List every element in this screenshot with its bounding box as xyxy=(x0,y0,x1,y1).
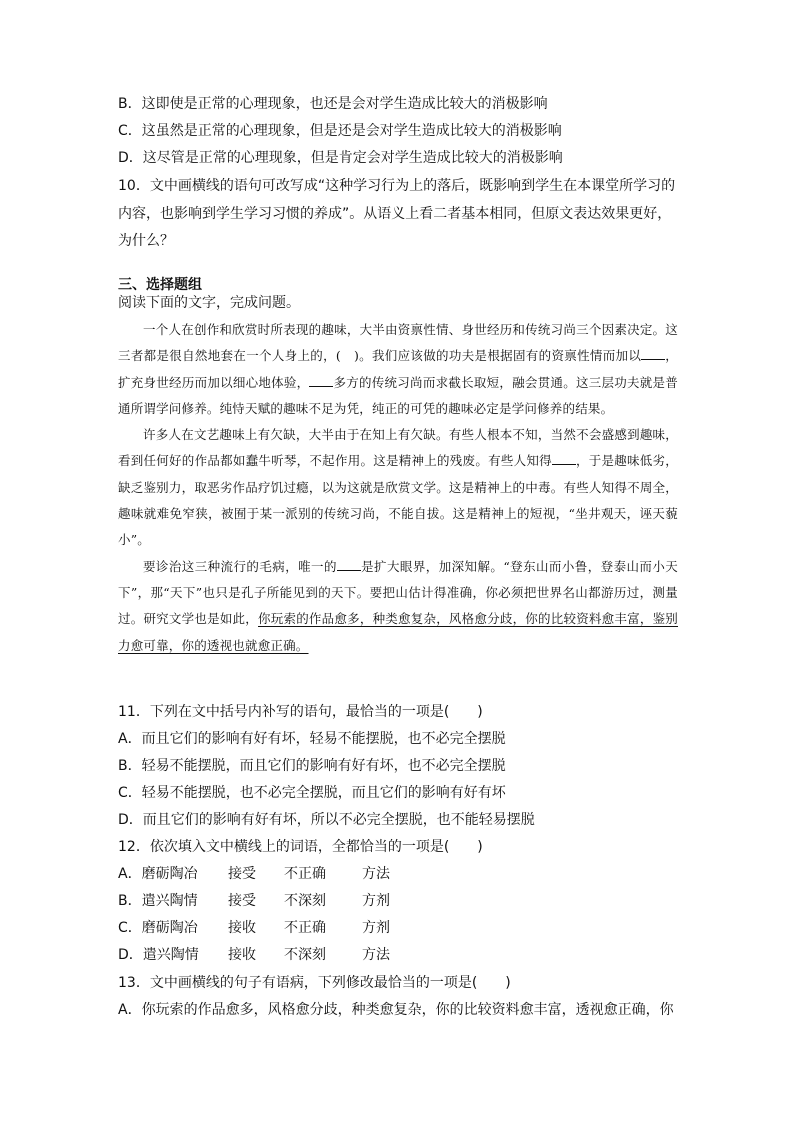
option-word: A．磨砺陶冶 xyxy=(118,866,198,882)
passage-text: 是扩大眼界，加深知解。“登东山而小鲁，登泰山而小天下”，那“天下”也只是孔子所能见到的天下。要把山估计得准确，你必须把世界名山都游历过，测量过。研究文学也是如此， xyxy=(118,558,678,627)
q9-option-b: B．这即使是正常的心理现象，也还是会对学生造成比较大的消极影响 xyxy=(118,96,548,112)
passage-paragraph-2 xyxy=(118,422,678,553)
q13-stem: 13．文中画横线的句子有语病，下列修改最恰当的一项是( ) xyxy=(118,975,511,991)
option-word: B．遣兴陶情 xyxy=(118,893,198,909)
section-instruction: 阅读下面的文字，完成问题。 xyxy=(118,295,300,311)
option-word: 接受 xyxy=(228,866,256,882)
option-word: 不深刻 xyxy=(284,947,326,963)
passage-text: ，扩充身世经历而加以细心地体验， xyxy=(118,348,679,390)
option-word: 不正确 xyxy=(284,866,326,882)
q13-option-a: A．你玩索的作品愈多，风格愈分歧，种类愈复杂，你的比较资料愈丰富，透视愈正确，你 xyxy=(118,1002,674,1018)
passage-text: 许多人在文艺趣味上有欠缺，大半由于在知上有欠缺。有些人根本不知，当然不会盛感到趣味，看到任何好的作品都如蠢牛听琴，不起作用。这是精神上的残废。有些人知得 xyxy=(118,427,678,469)
passage-text: ，于是趣味低劣，缺乏鉴别力，取恶劣作品疗饥过瘾，以为这就是欣赏文学。这是精神上的中毒。有些人知得不周全，趣味就难免窄狭，被囿于某一派别的传统习尚，不能自拔。这是精神上的短视，“坐井观天，诬天藐小”。 xyxy=(118,453,678,548)
option-word: 方法 xyxy=(362,947,390,963)
option-word: C．磨砺陶冶 xyxy=(118,920,198,936)
q10-line-2: 内容，也影响到学生学习习惯的养成”。从语义上看二者基本相同，但原文表达效果更好， xyxy=(118,206,672,222)
option-word: 接收 xyxy=(228,920,256,936)
option-word: 不深刻 xyxy=(284,893,326,909)
option-word: 接受 xyxy=(228,893,256,909)
blank-4 xyxy=(337,557,361,571)
q11-option-a: A．而且它们的影响有好有坏，轻易不能摆脱，也不必完全摆脱 xyxy=(118,731,506,747)
q12-option-c xyxy=(118,918,422,938)
q9-option-c: C．这虽然是正常的心理现象，但是还是会对学生造成比较大的消极影响 xyxy=(118,123,562,139)
section-title: 三、选择题组 xyxy=(118,277,202,293)
q9-option-d: D．这尽管是正常的心理现象，但是肯定会对学生造成比较大的消极影响 xyxy=(118,150,563,166)
passage-text: 多方的传统习尚而求截长取短，融会贯通。这三层功夫就是普通所谓学问修养。纯恃天赋的趣味不足为凭，纯正的可凭的趣味必定是学问修养的结果。 xyxy=(118,374,678,416)
q11-stem: 11．下列在文中括号内补写的语句，最恰当的一项是( ) xyxy=(118,704,483,720)
q11-option-b: B．轻易不能摆脱，而且它们的影响有好有坏，也不必完全摆脱 xyxy=(118,758,506,774)
q10-line-3: 为什么？ xyxy=(118,233,174,249)
passage-paragraph-3 xyxy=(118,554,678,659)
q12-option-d xyxy=(118,945,422,965)
q10-line-1: 10．文中画横线的语句可改写成“这种学习行为上的落后，既影响到学生在本课堂所学习的 xyxy=(118,178,676,194)
passage-paragraph-1 xyxy=(118,317,678,422)
option-word: 不正确 xyxy=(284,920,326,936)
passage-text: 要诊治这三种流行的毛病，唯一的 xyxy=(143,558,337,574)
reading-passage xyxy=(118,317,678,659)
option-word: 接收 xyxy=(228,947,256,963)
blank-3 xyxy=(552,451,576,465)
option-word: D．遣兴陶情 xyxy=(118,947,199,963)
q12-option-b xyxy=(118,891,422,911)
option-word: 方法 xyxy=(362,866,390,882)
q11-option-d: D．而且它们的影响有好有坏，所以不必完全摆脱，也不能轻易摆脱 xyxy=(118,812,535,828)
option-word: 方剂 xyxy=(362,893,390,909)
q12-option-a xyxy=(118,864,422,884)
blank-1 xyxy=(641,346,665,360)
passage-text: 一个人在创作和欣赏时所表现的趣味，大半由资禀性情、身世经历和传统习尚三个因素决定。这三者都是很自然地套在一个人身上的，( )。我们应该做的功夫是根据固有的资禀性情而加以 xyxy=(118,322,678,364)
q12-stem: 12．依次填入文中横线上的词语，全都恰当的一项是( ) xyxy=(118,839,483,855)
option-word: 方剂 xyxy=(362,920,390,936)
underlined-sentence: 你玩索的作品愈多，种类愈复杂，风格愈分歧，你的比较资料愈丰富，鉴别力愈可靠，你的透视也就愈正确。 xyxy=(118,611,679,653)
blank-2 xyxy=(309,373,333,387)
q11-option-c: C．轻易不能摆脱，也不必完全摆脱，而且它们的影响有好有坏 xyxy=(118,785,506,801)
